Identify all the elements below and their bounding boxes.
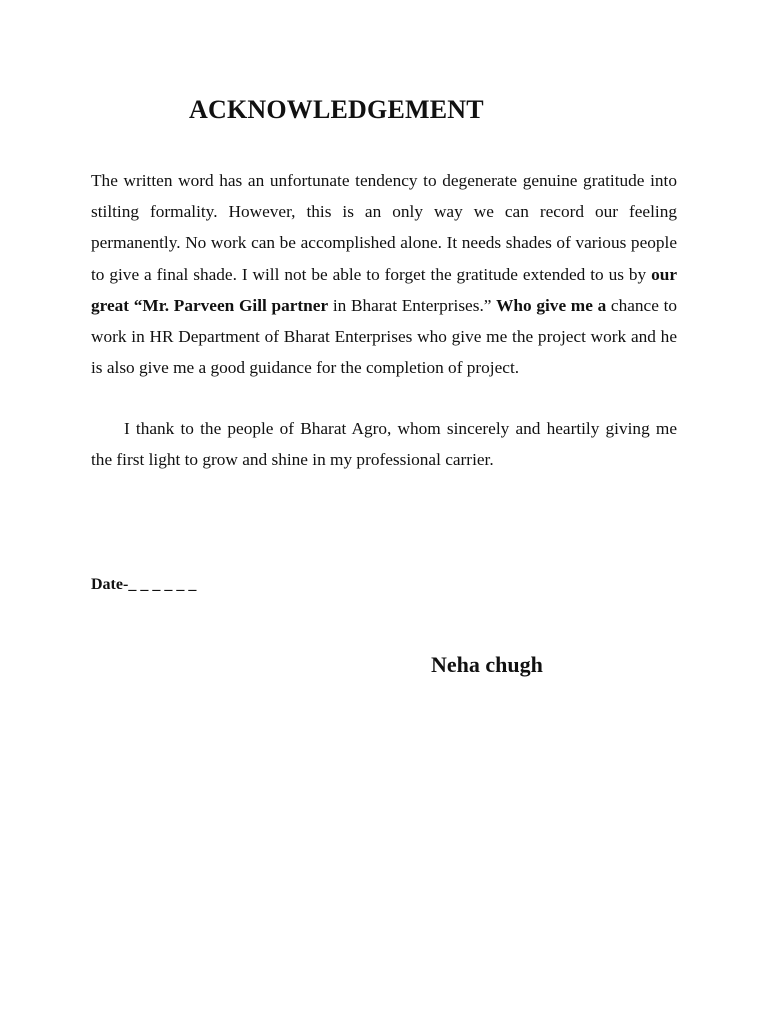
signature-name: Neha chugh	[431, 652, 543, 677]
partner-name-bold: our great “Mr. Parveen Gill partner	[91, 264, 677, 315]
paragraph-1-text-end: chance to work in HR Department of Bharat Enterprises who give me the project work and he is also give me a good guidance for the completion of project.	[91, 295, 678, 378]
acknowledgement-paragraph-2	[91, 413, 677, 475]
page-title: ACKNOWLEDGEMENT	[189, 95, 484, 124]
paragraph-1-text-middle: in Bharat Enterprises.”	[328, 295, 497, 315]
who-give-me-bold: Who give me a	[496, 295, 607, 315]
paragraph-2-text: I thank to the people of Bharat Agro, whom sincerely and heartily giving me the first light to grow and shine in my professional carrier.	[91, 419, 677, 470]
acknowledgement-paragraph-1	[91, 165, 677, 383]
date-label: Date-_ _ _ _ _ _	[91, 576, 197, 593]
paragraph-1-text-start: The written word has an unfortunate tendency to degenerate genuine gratitude into stilting formality. However, this is an only way we can record our feeling permanently. No work can be accomplished alone. It needs shades of various people to give a final shade. I will not be able to forget the gratitude extended to us by	[91, 171, 677, 284]
